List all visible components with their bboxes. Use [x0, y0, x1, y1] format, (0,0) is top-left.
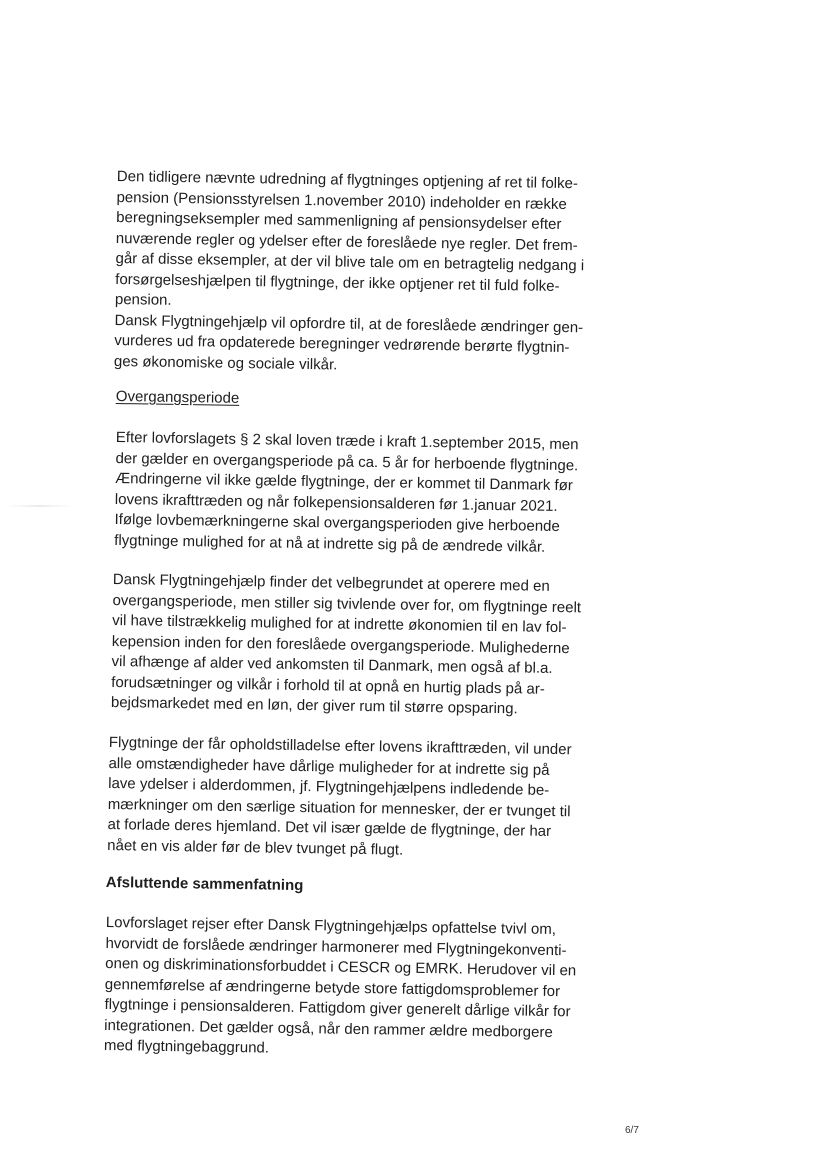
text-line: at forlade deres hjemland. Det vil især gælde de flygtninge, der har [107, 815, 552, 840]
text-line: Dansk Flygtningehjælp finder det velbegrundet at operere med en [112, 570, 550, 595]
text-line: bejdsmarkedet med en løn, der giver rum til større opsparing. [110, 693, 518, 718]
text-line: Dansk Flygtningehjælp vil opfordre til, at de foreslåede ændringer gen- [114, 311, 584, 336]
text-line: går af disse eksempler, at der vil blive tale om en betragtelig nedgang i [115, 249, 585, 275]
text-line: lave ydelser i alderdommen, jf. Flygtningehjælpens indledende be- [108, 774, 550, 799]
text-line: flygtninge mulighed for at nå at indrette sig på de ændrede vilkår. [114, 531, 546, 556]
text-line: Den tidligere nævnte udredning af flygtninges optjening af ret til folke- [116, 167, 579, 193]
paragraph-residence [107, 733, 609, 864]
text-line: med flygtningebaggrund. [103, 1036, 270, 1057]
text-line: Efter lovforslagets § 2 skal loven træde i kraft 1.september 2015, men [115, 428, 579, 454]
text-line: onen og diskriminationsforbuddet i CESCR og EMRK. Herudover vil en [105, 954, 577, 980]
text-line: vil have tilstrækkelig mulighed for at indrette økonomien til en lav fol- [112, 611, 567, 637]
text-line: alle omstændigheder have dårlige muligheder for at indrette sig på [108, 754, 550, 779]
text-line: ges økonomiske og sociale vilkår. [113, 352, 338, 373]
text-line: pension (Pensionsstyrelsen 1.november 2010) indeholder en række [116, 188, 567, 213]
text-line: Ændringerne vil ikke gælde flygtninge, der er kommet til Danmark før [115, 469, 573, 495]
text-line: nuværende regler og ydelser efter de foreslåede nye regler. Det frem- [115, 229, 578, 254]
heading-transition-period: Overgangsperiode [115, 387, 240, 407]
text-line: forudsætninger og vilkår i forhold til at opnå en hurtig plads på ar- [111, 673, 545, 698]
text-line: pension. [114, 290, 172, 309]
text-line: Flygtninge der får opholdstilladelse efter lovens ikrafttræden, vil under [108, 733, 572, 759]
text-line: beregningseksempler med sammenligning af pensionsydelser efter [116, 208, 562, 233]
text-line: der gælder en overgangsperiode på ca. 5 år for herboende flygtninge. [115, 449, 579, 474]
text-line: vurderes ud fra opdaterede beregninger vedrørende berørte flygtnin- [114, 331, 570, 357]
paragraph-intro [114, 167, 617, 380]
paragraph-summary [104, 913, 606, 1064]
text-line: Lovforslaget rejser efter Dansk Flygtningehjælps opfattelse tvivl om, [105, 913, 557, 939]
text-line: kepension inden for den foreslåede overgangsperiode. Mulighederne [111, 632, 570, 657]
text-line: integrationen. Det gælder også, når den rammer ældre medborgere [104, 1016, 553, 1041]
text-line: mærkninger om den særlige situation for mennesker, der er tvunget til [107, 795, 571, 820]
text-line: overgangsperiode, men stiller sig tvivlende over for, om flygtninge reelt [112, 591, 582, 616]
text-line: hvorvidt de forslåede ændringer harmonerer med Flygtningekonventi- [105, 934, 567, 959]
heading-conclusion: Afsluttende sammenfatning [105, 873, 304, 895]
text-line: flygtninge i pensionsalderen. Fattigdom giver generelt dårlige vilkår for [104, 995, 571, 1021]
text-line: nået en vis alder før de blev tvunget på flugt. [107, 836, 404, 859]
text-line: lovens ikrafttræden og når folkepensionsalderen før 1.januar 2021. [114, 490, 558, 515]
text-line: vil afhænge af alder ved ankomsten til Danmark, men også af bl.a. [111, 652, 553, 677]
paragraph-doubt [111, 570, 613, 721]
text-line: gennemførelse af ændringerne betyde store fattigdomsproblemer for [104, 975, 561, 1000]
paragraph-transition [114, 428, 616, 559]
scan-artifact [5, 505, 73, 507]
text-line: Ifølge lovbemærkningerne skal overgangsperioden give herboende [114, 510, 560, 535]
page-number: 6/7 [625, 1125, 639, 1136]
text-line: forsørgelseshjælpen til flygtninge, der ikke optjener ret til fuld folke- [115, 270, 560, 295]
